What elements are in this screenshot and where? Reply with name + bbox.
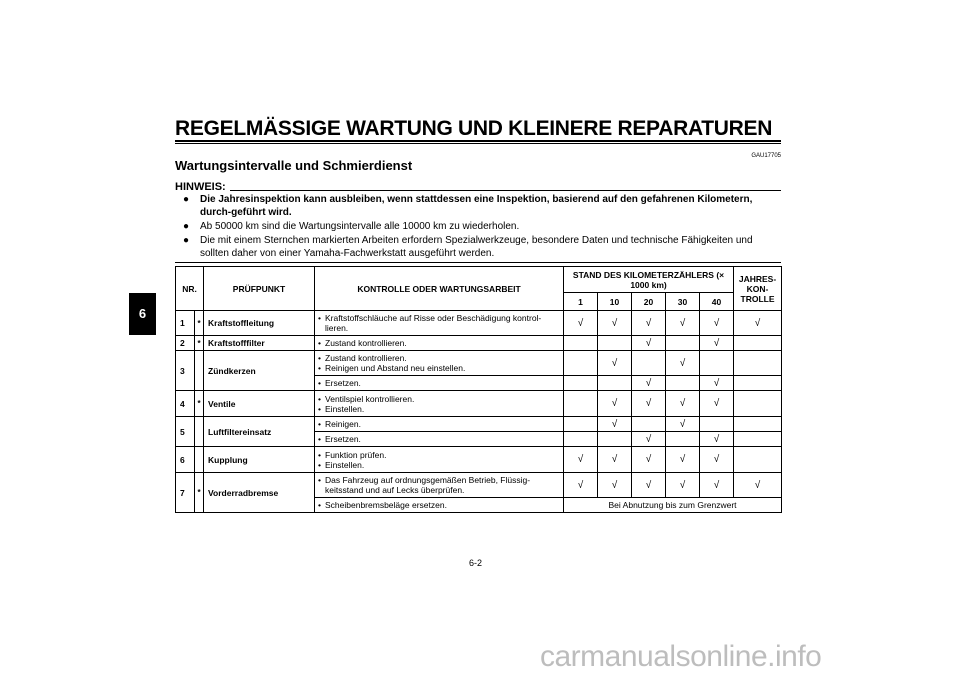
row-number: 5 <box>176 417 195 447</box>
check-mark: √ <box>734 311 782 336</box>
work-step: • Ventilspiel kontrollieren. <box>318 394 560 404</box>
check-item: Kraftstoffleitung <box>204 311 315 336</box>
check-mark: √ <box>700 473 734 498</box>
work-step: • Einstellen. <box>318 460 560 470</box>
check-mark: √ <box>700 432 734 447</box>
check-mark: √ <box>700 336 734 351</box>
check-mark: √ <box>632 473 666 498</box>
table-row <box>176 447 782 473</box>
header-annual: JAHRES-KON-TROLLE <box>734 267 782 311</box>
title-rule <box>175 140 781 142</box>
table-row <box>176 336 782 351</box>
section-separator <box>175 262 781 263</box>
check-mark: √ <box>598 473 632 498</box>
check-mark: √ <box>632 432 666 447</box>
row-number: 3 <box>176 351 195 391</box>
table-row <box>176 417 782 432</box>
row-number: 2 <box>176 336 195 351</box>
work-step: • Reinigen. <box>318 419 560 429</box>
work-step: • Funktion prüfen. <box>318 450 560 460</box>
row-number: 6 <box>176 447 195 473</box>
work-step: • Ersetzen. <box>318 378 560 388</box>
check-mark: √ <box>666 447 700 473</box>
maintenance-table <box>175 266 782 513</box>
work-step: • Reinigen und Abstand neu einstellen. <box>318 363 560 373</box>
bullet-icon: ● <box>183 194 190 205</box>
check-mark: √ <box>598 391 632 417</box>
work-step: • Einstellen. <box>318 404 560 414</box>
hinweis-rule <box>230 190 781 191</box>
check-mark: √ <box>700 447 734 473</box>
header-km: 10 <box>598 293 632 311</box>
check-mark: √ <box>632 447 666 473</box>
special-tool-star: * <box>195 311 204 336</box>
hinweis-item: ● Ab 50000 km sind die Wartungsintervalle alle 10000 km zu wiederholen. <box>183 221 520 232</box>
special-tool-star: * <box>195 391 204 417</box>
hinweis-item: ● Die mit einem Sternchen markierten Arbeiten erfordern Spezialwerkzeuge, besondere Daten und technische Fähigkeiten und sollten daher von einer Yamaha-Fachwerkstatt ausgeführt werden. <box>183 235 753 259</box>
header-odometer: STAND DES KILOMETERZÄHLERS (× 1000 km) <box>564 267 734 293</box>
check-mark: √ <box>734 473 782 498</box>
wear-limit-note: Bei Abnutzung bis zum Grenzwert <box>564 498 782 513</box>
check-item: Kupplung <box>204 447 315 473</box>
header-km: 40 <box>700 293 734 311</box>
section-title: Wartungsintervalle und Schmierdienst <box>175 158 413 173</box>
check-mark: √ <box>598 447 632 473</box>
check-item: Luftfiltereinsatz <box>204 417 315 447</box>
bullet-icon: ● <box>183 221 190 232</box>
check-mark: √ <box>598 351 632 376</box>
table-row <box>176 351 782 376</box>
check-mark: √ <box>632 391 666 417</box>
header-work: KONTROLLE ODER WARTUNGSARBEIT <box>315 267 564 311</box>
check-mark: √ <box>598 311 632 336</box>
row-number: 7 <box>176 473 195 513</box>
check-mark: √ <box>666 417 700 432</box>
title-rule-thin <box>175 143 781 144</box>
check-item: Zündkerzen <box>204 351 315 391</box>
check-item: Kraftstofffilter <box>204 336 315 351</box>
header-km: 20 <box>632 293 666 311</box>
hinweis-list <box>183 193 779 261</box>
watermark: carmanualsonline.info <box>540 640 822 673</box>
special-tool-star: * <box>195 336 204 351</box>
work-step: • Zustand kontrollieren. <box>318 353 560 363</box>
check-mark: √ <box>666 391 700 417</box>
check-mark: √ <box>666 311 700 336</box>
check-item: Ventile <box>204 391 315 417</box>
header-km: 30 <box>666 293 700 311</box>
check-mark: √ <box>632 311 666 336</box>
header-item: PRÜFPUNKT <box>204 267 315 311</box>
header-nr: NR. <box>176 267 204 311</box>
check-mark: √ <box>632 376 666 391</box>
check-mark: √ <box>632 336 666 351</box>
hinweis-label: HINWEIS: <box>175 181 226 193</box>
check-item: Vorderradbremse <box>204 473 315 513</box>
page-title: REGELMÄSSIGE WARTUNG UND KLEINERE REPARATUREN <box>175 117 773 140</box>
special-tool-star: * <box>195 473 204 513</box>
hinweis-item: ● Die Jahresinspektion kann ausbleiben, wenn stattdessen eine Inspektion, basierend auf den gefahrenen Kilometern, durch-geführt wird. <box>183 194 753 218</box>
check-mark: √ <box>666 473 700 498</box>
header-km: 1 <box>564 293 598 311</box>
work-step: • Ersetzen. <box>318 434 560 444</box>
check-mark: √ <box>700 376 734 391</box>
table-row <box>176 311 782 336</box>
row-number: 4 <box>176 391 195 417</box>
check-mark: √ <box>564 447 598 473</box>
work-step: • Scheibenbremsbeläge ersetzen. <box>318 500 560 510</box>
check-mark: √ <box>666 351 700 376</box>
check-mark: √ <box>564 473 598 498</box>
section-code: GAU17705 <box>751 153 781 159</box>
check-mark: √ <box>700 391 734 417</box>
row-number: 1 <box>176 311 195 336</box>
work-step: • Kraftstoffschläuche auf Risse oder Beschädigung kontrol-lieren. <box>318 313 560 333</box>
chapter-tab: 6 <box>129 293 156 335</box>
work-step: • Zustand kontrollieren. <box>318 338 560 348</box>
bullet-icon: ● <box>183 235 190 246</box>
table-row <box>176 391 782 417</box>
table-row <box>176 473 782 498</box>
check-mark: √ <box>598 417 632 432</box>
check-mark: √ <box>564 311 598 336</box>
work-step: • Das Fahrzeug auf ordnungsgemäßen Betrieb, Flüssig-keitsstand und auf Lecks überprüfen. <box>318 475 560 495</box>
check-mark: √ <box>700 311 734 336</box>
page-number: 6-2 <box>469 558 483 568</box>
